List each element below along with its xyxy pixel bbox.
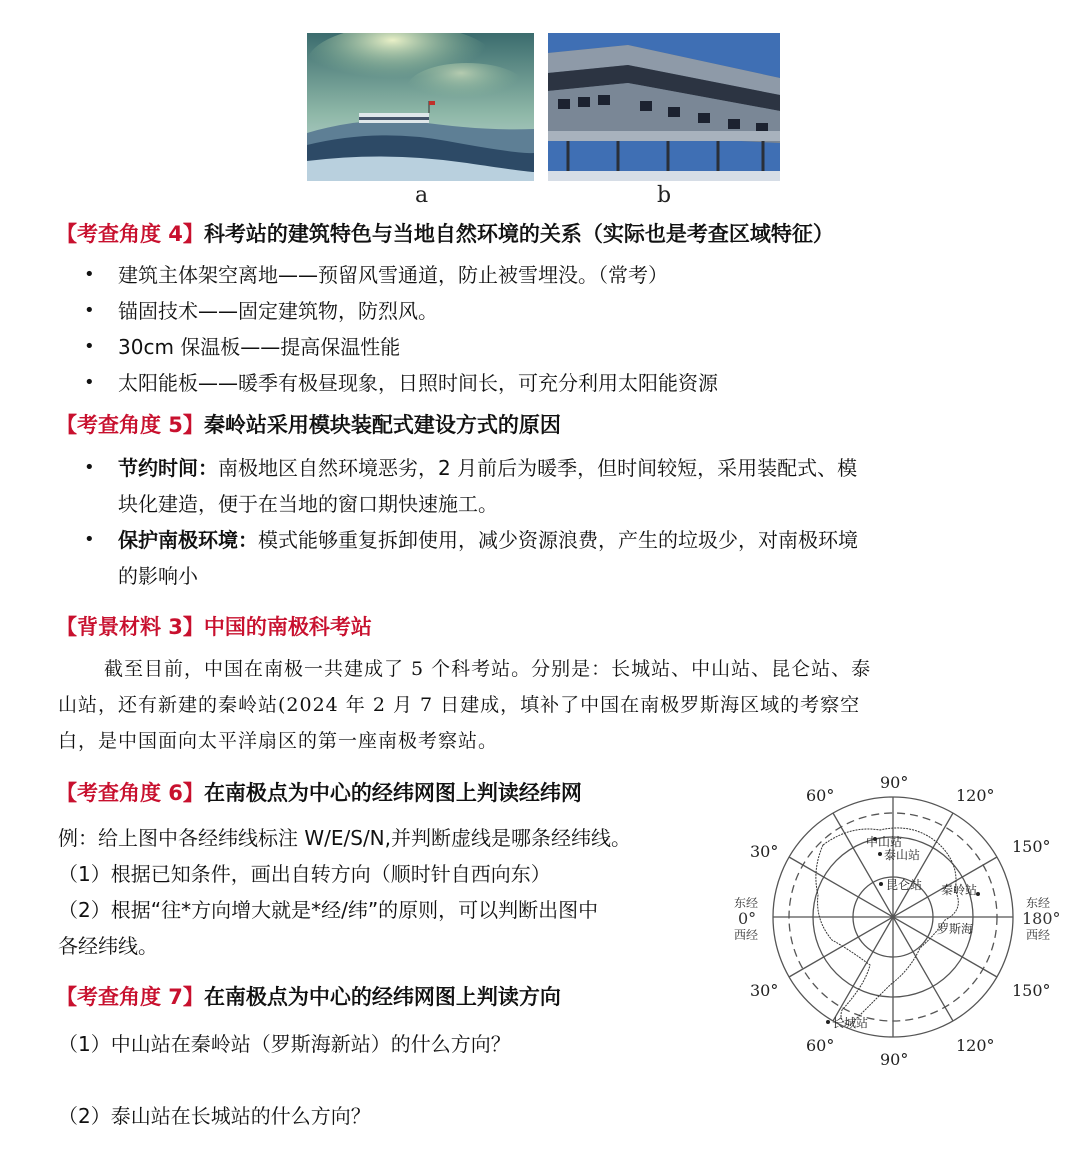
side-label: 东经 <box>734 896 759 910</box>
photo-a <box>307 33 534 181</box>
angle7-question-2: （2）泰山站在长城站的什么方向？ <box>58 1104 371 1128</box>
side-label: 西经 <box>734 928 759 942</box>
south-pole-graticule-map <box>720 770 1070 1070</box>
body-line: 各经纬线。 <box>58 934 158 958</box>
body-line: （1）根据已知条件，画出自转方向（顺时针自西向东） <box>58 862 551 886</box>
angle4-tag: 【考查角度 4】 <box>56 222 204 246</box>
lon-label: 120° <box>956 786 995 805</box>
station-label: 中山站 <box>866 835 903 849</box>
lon-label: 90° <box>880 1050 909 1069</box>
station-dot <box>879 882 883 886</box>
angle5-heading <box>56 409 561 439</box>
station-dot <box>826 1020 830 1024</box>
body-line: （2）根据“往*方向增大就是*经/纬”的原则，可以判断出图中 <box>58 898 599 922</box>
angle4-heading <box>56 218 834 248</box>
background3-paragraph <box>58 651 1018 759</box>
side-label: 东经 <box>1026 896 1051 910</box>
angle6-body <box>58 820 631 964</box>
antarctic-station-aurora-photo <box>307 33 534 181</box>
station-label: 秦岭站 <box>941 883 978 897</box>
station-label: 长城站 <box>832 1016 869 1030</box>
angle5-list <box>60 450 858 594</box>
angle5-title: 秦岭站采用模块装配式建设方式的原因 <box>203 413 561 437</box>
angle7-heading <box>56 981 561 1011</box>
station-label: 罗斯海 <box>937 922 974 936</box>
para-line: 截至目前，中国在南极一共建成了 5 个科考站。分别是：长城站、中山站、昆仑站、泰 <box>104 658 872 680</box>
lon-label: 30° <box>750 981 779 1000</box>
station-building-photo <box>548 33 780 181</box>
angle5-tag: 【考查角度 5】 <box>56 413 204 437</box>
angle6-title: 在南极点为中心的经纬网图上判读经纬网 <box>203 781 582 805</box>
lon-label: 90° <box>880 773 909 792</box>
item-term: 节约时间： <box>118 456 218 480</box>
side-label: 180° <box>1022 909 1061 928</box>
station-label: 泰山站 <box>884 848 921 862</box>
angle7-question-1: （1）中山站在秦岭站（罗斯海新站）的什么方向？ <box>58 1032 511 1056</box>
side-label: 西经 <box>1026 928 1051 942</box>
background3-heading: 【背景材料 3】中国的南极科考站 <box>56 615 372 639</box>
angle4-list <box>60 257 718 401</box>
list-item: • 建筑主体架空离地——预留风雪通道，防止被雪埋没。（常考） <box>60 257 718 293</box>
angle6-heading <box>56 777 582 807</box>
body-line: 例：给上图中各经纬线标注 W/E/S/N,并判断虚线是哪条经纬线。 <box>58 826 631 850</box>
station-dot <box>878 852 882 856</box>
lon-label: 60° <box>806 1036 835 1055</box>
list-item <box>60 450 858 522</box>
lon-label: 150° <box>1012 837 1051 856</box>
station-label: 昆仑站 <box>886 878 923 892</box>
item-text: 的影响小 <box>118 564 198 588</box>
item-text: 南极地区自然环境恶劣，2 月前后为暖季，但时间较短，采用装配式、模 <box>218 456 858 480</box>
list-item <box>60 522 858 594</box>
para-line: 白，是中国面向太平洋扇区的第一座南极考察站。 <box>58 730 499 752</box>
lon-label: 60° <box>806 786 835 805</box>
photo-b <box>548 33 780 181</box>
para-line: 山站，还有新建的秦岭站(2024 年 2 月 7 日建成，填补了中国在南极罗斯海区域的考察空 <box>58 694 861 716</box>
lon-label: 150° <box>1012 981 1051 1000</box>
list-item: • 锚固技术——固定建筑物，防烈风。 <box>60 293 718 329</box>
item-term: 保护南极环境： <box>118 528 258 552</box>
angle6-tag: 【考查角度 6】 <box>56 781 204 805</box>
angle7-tag: 【考查角度 7】 <box>56 985 204 1009</box>
photo-b-caption: b <box>657 183 672 208</box>
photo-a-caption: a <box>415 183 429 208</box>
angle4-title: 科考站的建筑特色与当地自然环境的关系（实际也是考查区域特征） <box>203 222 834 246</box>
side-label: 0° <box>738 909 757 928</box>
angle7-title: 在南极点为中心的经纬网图上判读方向 <box>203 985 561 1009</box>
item-text: 模式能够重复拆卸使用，减少资源浪费，产生的垃圾少，对南极环境 <box>258 528 858 552</box>
lon-label: 30° <box>750 842 779 861</box>
list-item: • 30cm 保温板——提高保温性能 <box>60 329 718 365</box>
lon-label: 120° <box>956 1036 995 1055</box>
item-text: 块化建造，便于在当地的窗口期快速施工。 <box>118 492 498 516</box>
list-item: • 太阳能板——暖季有极昼现象，日照时间长，可充分利用太阳能资源 <box>60 365 718 401</box>
